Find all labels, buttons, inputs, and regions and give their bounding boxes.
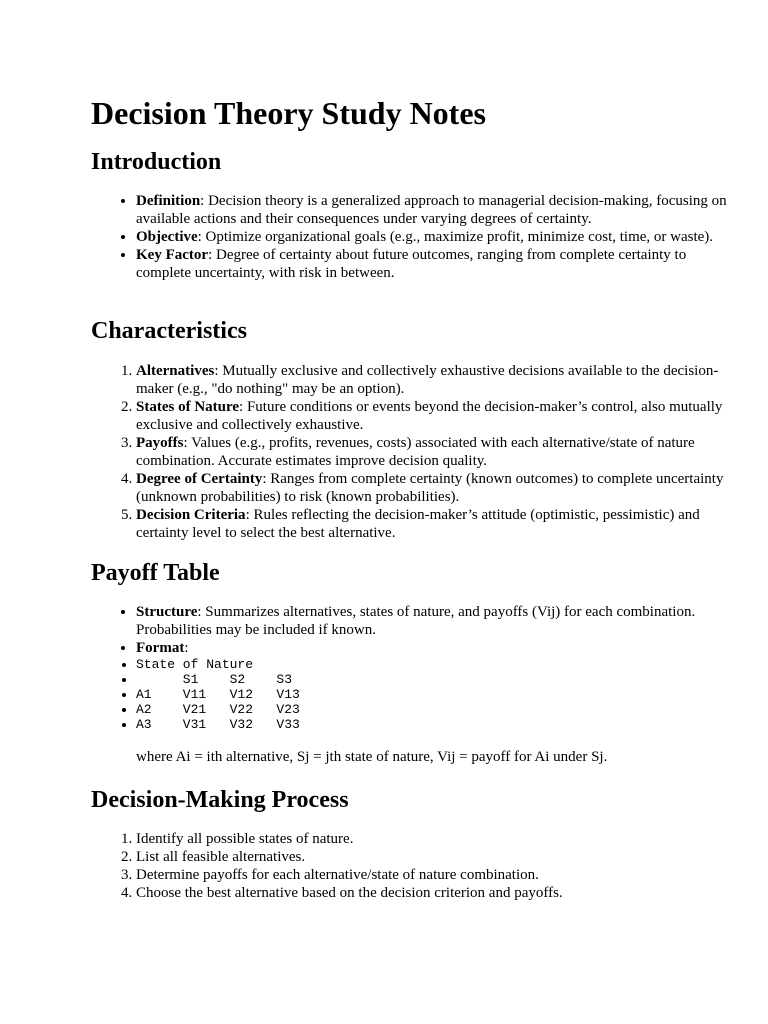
list-item: [136, 228, 736, 246]
section-heading-introduction: Introduction: [91, 149, 222, 175]
list-item: [136, 362, 736, 398]
item-text: : Rules reflecting the decision-maker’s attitude (optimistic, pessimistic) and certainty level to select the best alternative.: [136, 507, 700, 541]
item-text: : Mutually exclusive and collectively exhaustive decisions available to the decision-maker (e.g., "do nothing" may be an option).: [136, 363, 719, 397]
item-term: Structure: [136, 604, 198, 620]
item-text: : Degree of certainty about future outcomes, ranging from complete certainty to complete uncertainty, with risk in between.: [136, 247, 687, 281]
list-item: [136, 434, 736, 470]
payoff-table-note: where Ai = ith alternative, Sj = jth state of nature, Vij = payoff for Ai under Sj.: [136, 749, 608, 765]
item-term: Objective: [136, 229, 198, 245]
section-heading-characteristics: Characteristics: [91, 318, 247, 344]
item-term: Degree of Certainty: [136, 471, 263, 487]
list-item: 1. Identify all possible states of nature.: [136, 830, 736, 848]
item-text: : Ranges from complete certainty (known outcomes) to complete uncertainty (unknown probabilities) to risk (known probabilities).: [136, 471, 724, 505]
list-item: [136, 639, 736, 657]
characteristics-list: [91, 362, 736, 542]
list-item: 2. List all feasible alternatives.: [136, 848, 736, 866]
payoff-table-line: • A1 V11 V12 V13: [136, 687, 736, 702]
item-term: Format: [136, 640, 185, 656]
item-text: :: [184, 640, 189, 656]
item-text: : Optimize organizational goals (e.g., maximize profit, minimize cost, time, or waste).: [197, 229, 714, 245]
process-steps-list: [91, 830, 736, 902]
page-title: Decision Theory Study Notes: [91, 95, 486, 131]
list-item: 4. Choose the best alternative based on the decision criterion and payoffs.: [136, 884, 736, 902]
list-item: [136, 192, 736, 228]
list-item: 3. Determine payoffs for each alternative/state of nature combination.: [136, 866, 736, 884]
item-term: Payoffs: [136, 435, 184, 451]
list-item: [136, 506, 736, 542]
payoff-table-line: • A2 V21 V22 V23: [136, 702, 736, 717]
list-item: [136, 603, 736, 639]
item-text: : Decision theory is a generalized approach to managerial decision-making, focusing on available actions and their consequences under varying degrees of certainty.: [136, 193, 727, 227]
item-term: Alternatives: [136, 363, 215, 379]
payoff-table-line: • A3 V31 V32 V33: [136, 717, 736, 732]
item-term: Key Factor: [136, 247, 209, 263]
item-term: States of Nature: [136, 399, 240, 415]
section-heading-payoff-table: Payoff Table: [91, 560, 220, 586]
section-heading-process: Decision-Making Process: [91, 787, 349, 813]
payoff-table-line: • State of Nature: [136, 657, 736, 672]
payoff-table-list: [91, 603, 736, 732]
item-text: : Future conditions or events beyond the decision-maker’s control, also mutually exclusive and collectively exhaustive.: [136, 399, 723, 433]
item-term: Definition: [136, 193, 201, 209]
list-item: [136, 246, 736, 282]
item-term: Decision Criteria: [136, 507, 246, 523]
list-item: [136, 398, 736, 434]
payoff-table-line: • S1 S2 S3: [136, 672, 736, 687]
list-item: [136, 470, 736, 506]
introduction-list: [91, 192, 736, 282]
item-text: : Values (e.g., profits, revenues, costs) associated with each alternative/state of nature combination. Accurate estimates improve decision quality.: [136, 435, 695, 469]
item-text: : Summarizes alternatives, states of nature, and payoffs (Vij) for each combination. Probabilities may be included if known.: [136, 604, 696, 638]
